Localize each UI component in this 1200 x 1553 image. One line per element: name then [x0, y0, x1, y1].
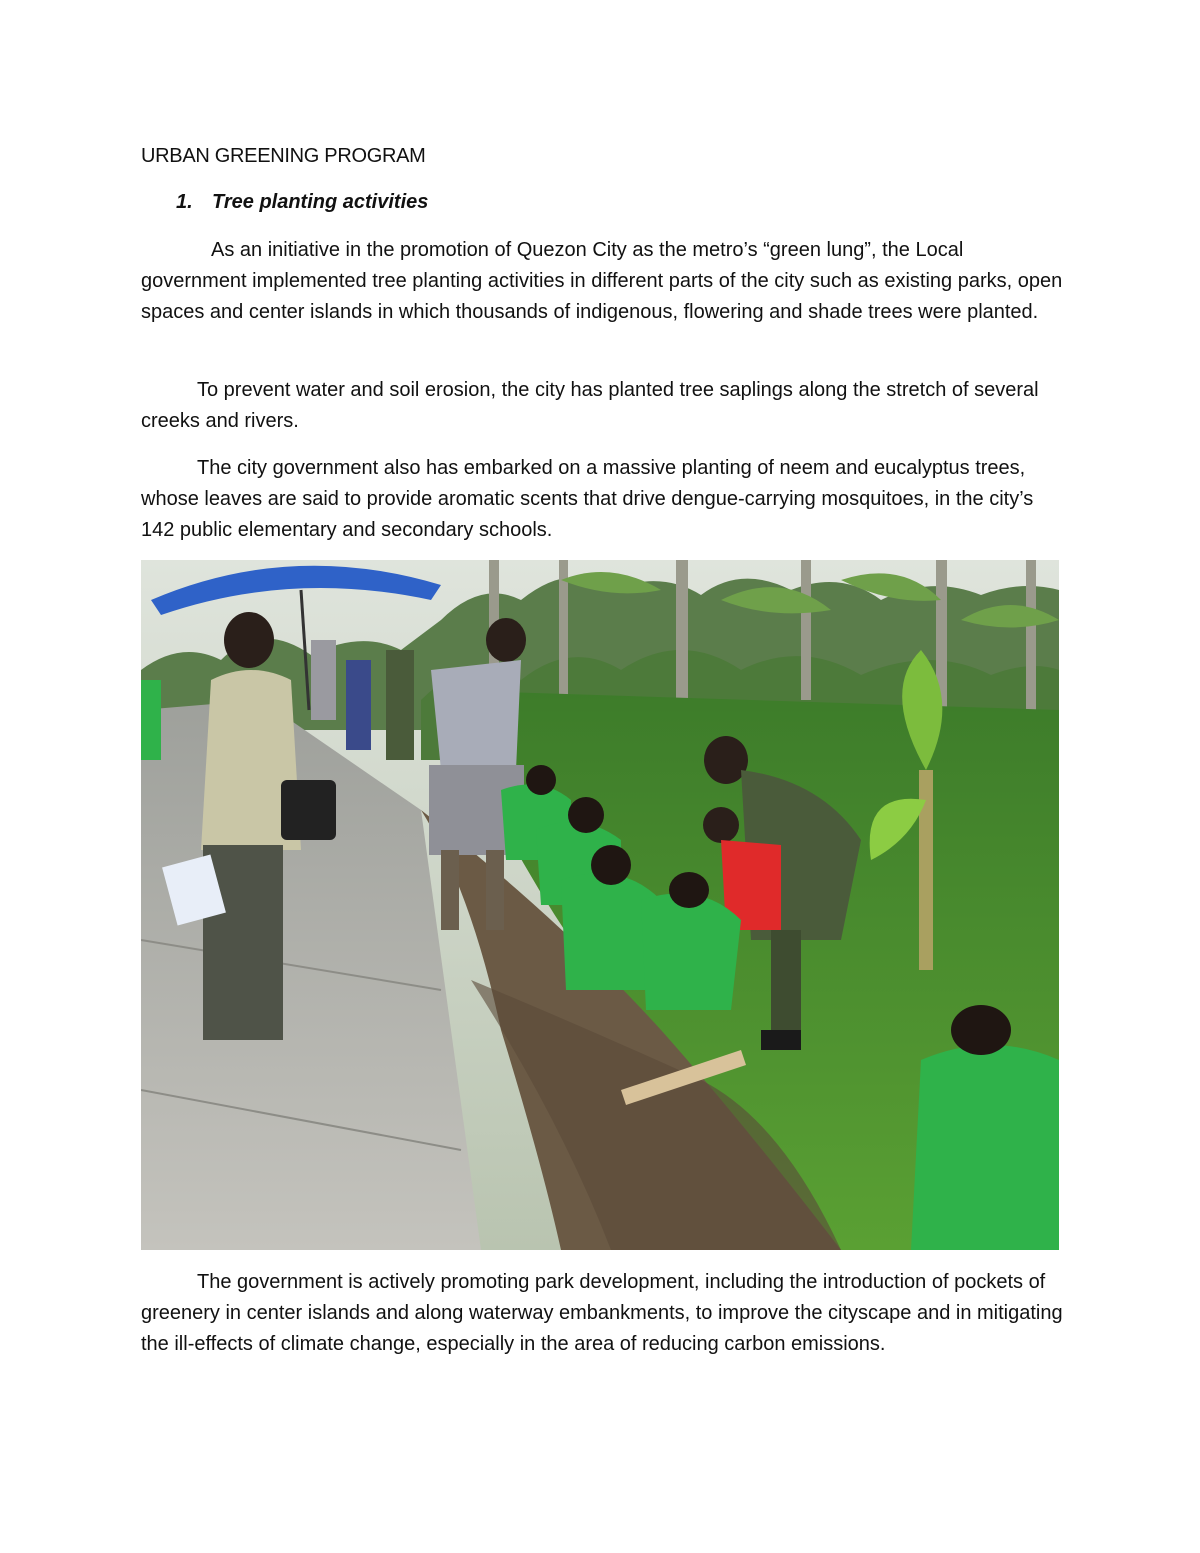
- paragraph-green-lung: [141, 235, 1066, 328]
- paragraph-text: As an initiative in the promotion of Quezon City as the metro’s “green lung”, the Local government implemented tree planting activities in different parts of the city such as existing parks, open spaces and center islands in which thousands of indigenous, flowering and shade trees were planted.: [141, 239, 1063, 323]
- section-heading-text: Tree planting activities: [212, 191, 429, 213]
- paragraph-text: To prevent water and soil erosion, the city has planted tree saplings along the stretch of several creeks and rivers.: [141, 379, 1039, 432]
- paragraph-park-development: [141, 1267, 1066, 1360]
- tree-planting-illustration: [141, 560, 1059, 1250]
- paragraph-neem-eucalyptus: [141, 453, 1066, 546]
- document-title: URBAN GREENING PROGRAM: [141, 145, 426, 167]
- paragraph-text: The city government also has embarked on a massive planting of neem and eucalyptus trees, whose leaves are said to provide aromatic scents that drive dengue-carrying mosquitoes, in the city’s 142 public elementary and secondary schools.: [141, 457, 1034, 541]
- tree-planting-photo: [141, 560, 1059, 1250]
- section-number: 1.: [176, 191, 193, 213]
- paragraph-erosion: [141, 375, 1066, 437]
- section-heading: [176, 191, 428, 214]
- paragraph-text: The government is actively promoting park development, including the introduction of pockets of greenery in center islands and along waterway embankments, to improve the cityscape and in mitigating the ill-effects of climate change, especially in the area of reducing carbon emissions.: [141, 1271, 1063, 1355]
